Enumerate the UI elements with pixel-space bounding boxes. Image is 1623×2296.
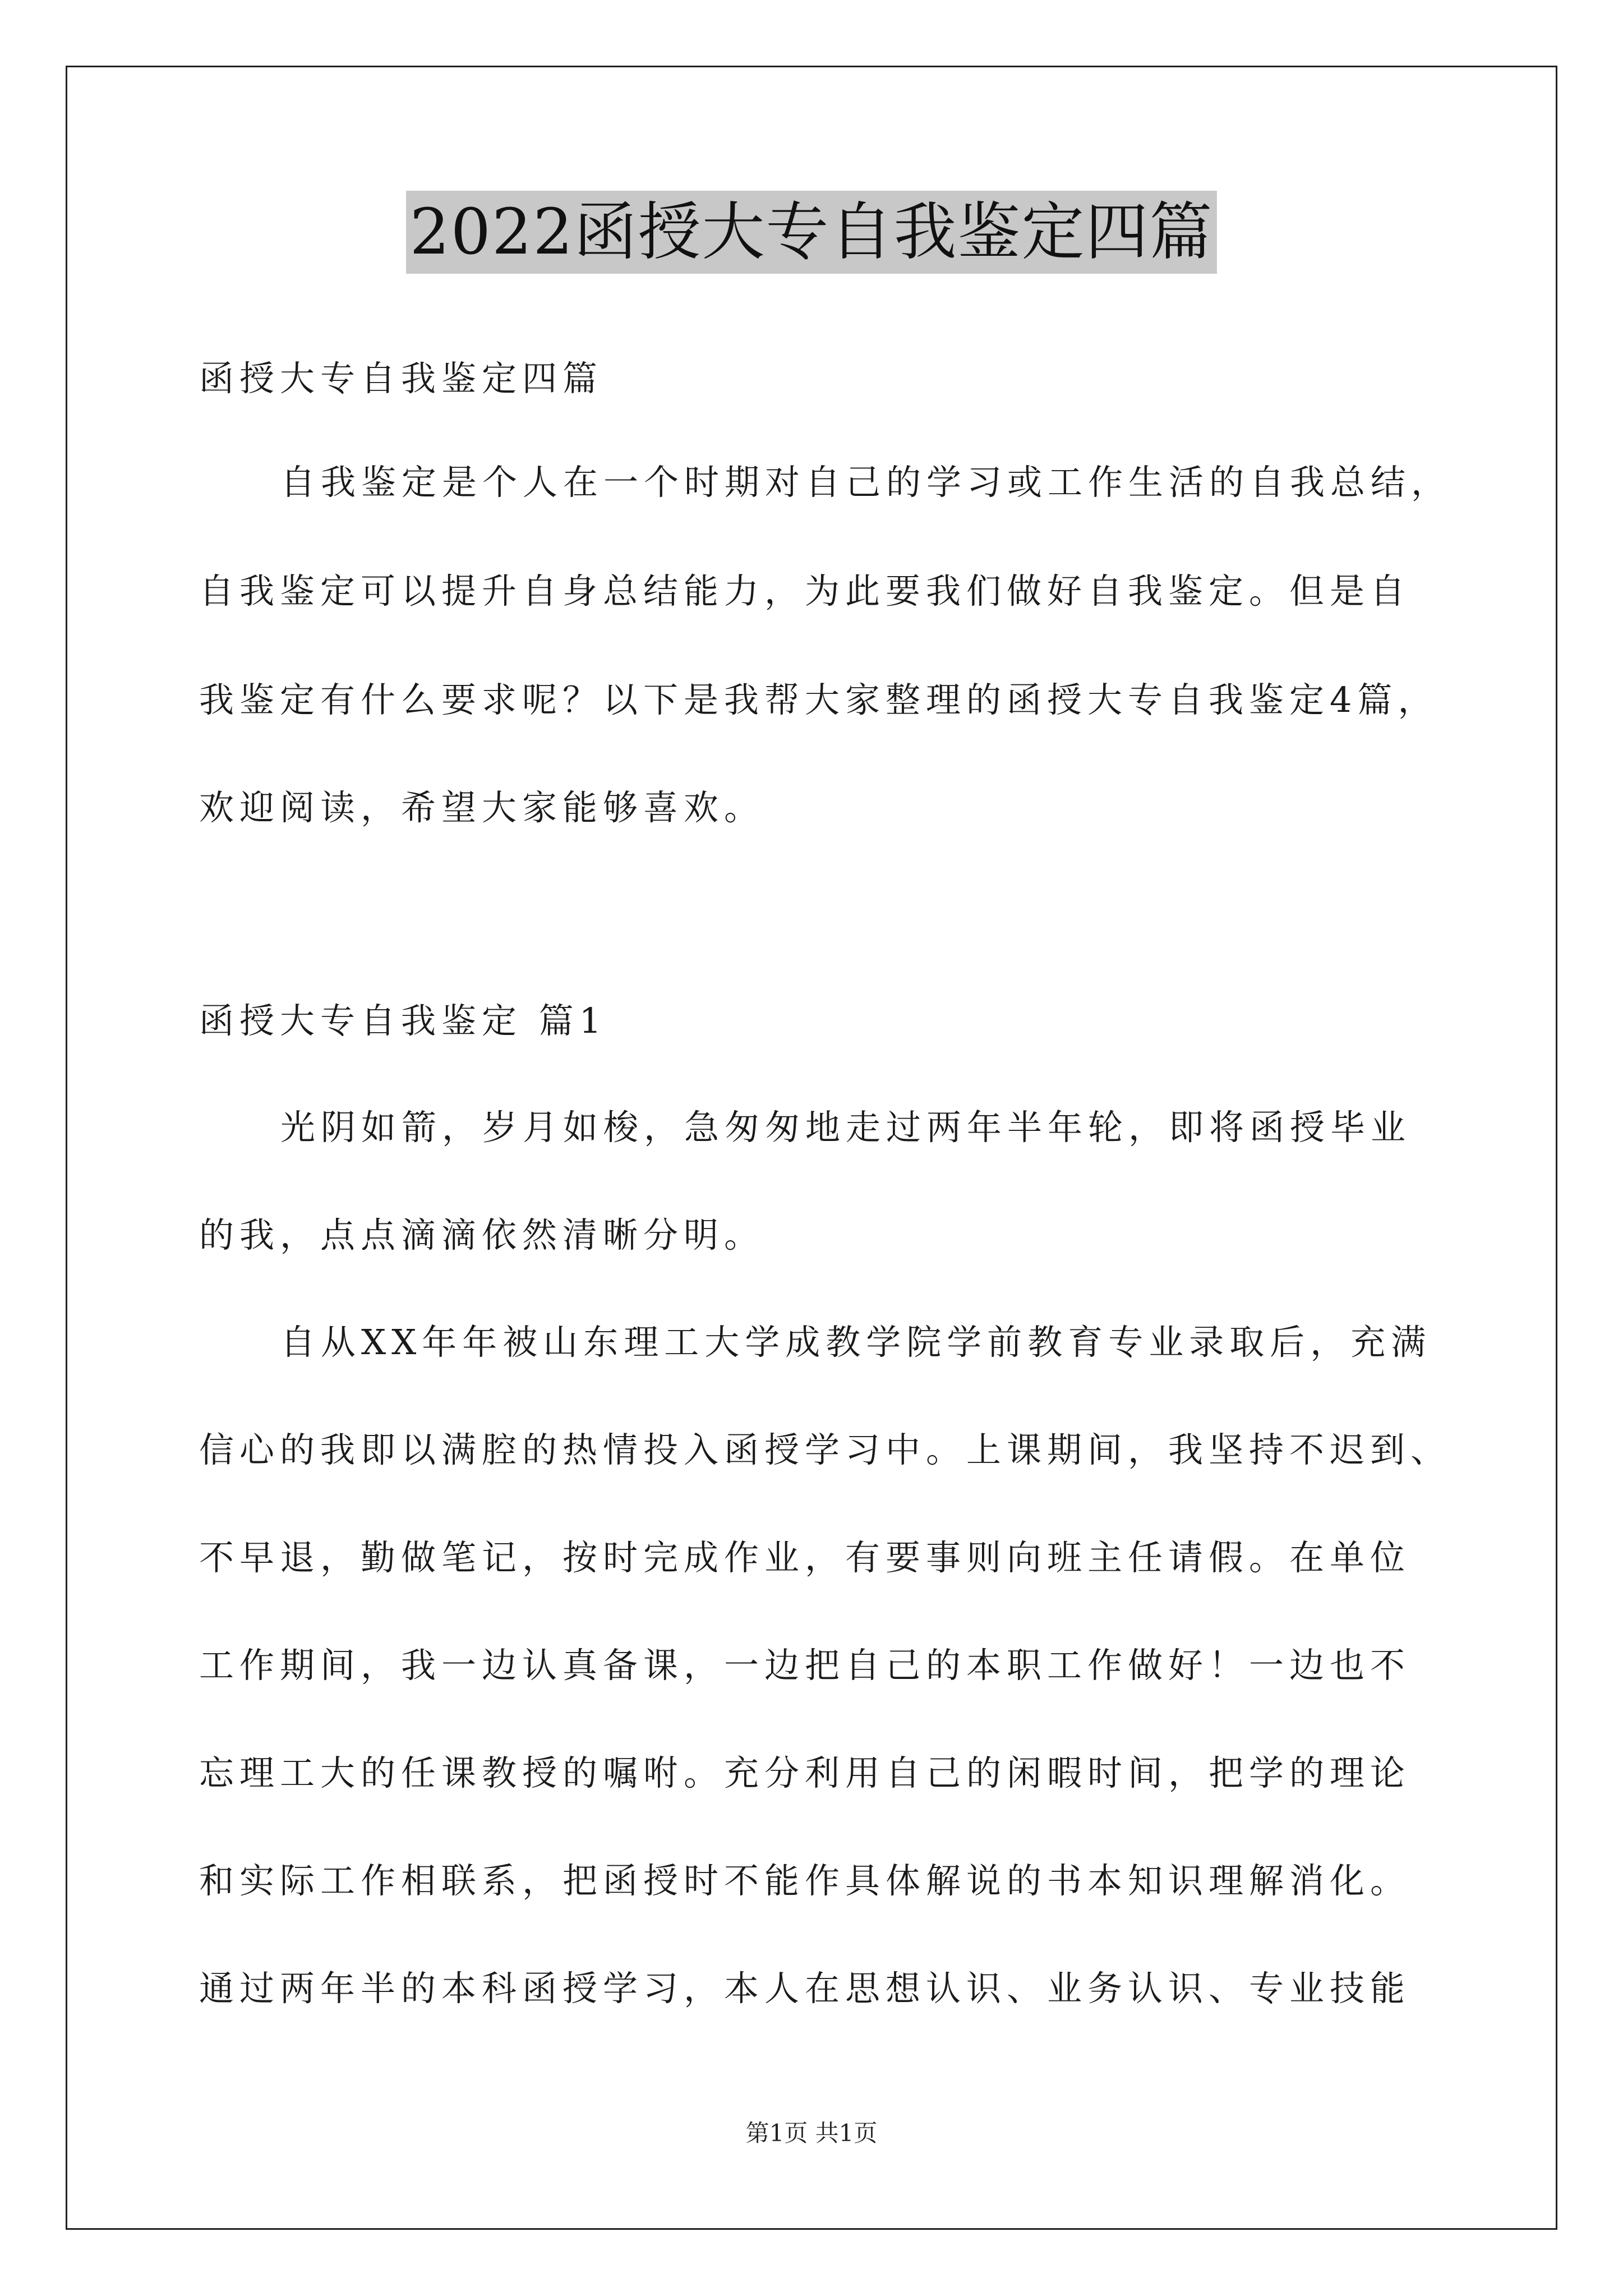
document-title: 2022函授大专自我鉴定四篇 xyxy=(406,191,1216,274)
page-footer: 第1页 共1页 xyxy=(745,2119,878,2147)
paragraph-line: 自从XX年年被山东理工大学成教学院学前教育专业录取后，充满 xyxy=(280,1322,1432,1363)
paragraph-line: 工作期间，我一边认真备课，一边把自己的本职工作做好！一边也不 xyxy=(199,1645,1411,1686)
paragraph-line: 和实际工作相联系，把函授时不能作具体解说的书本知识理解消化。 xyxy=(199,1860,1411,1901)
title-container xyxy=(0,191,1623,274)
intro-line: 欢迎阅读，希望大家能够喜欢。 xyxy=(199,787,765,828)
intro-line: 我鉴定有什么要求呢？以下是我帮大家整理的函授大专自我鉴定4篇， xyxy=(199,679,1438,720)
paragraph-line: 忘理工大的任课教授的嘱咐。充分利用自己的闲暇时间，把学的理论 xyxy=(199,1752,1411,1793)
intro-line: 自我鉴定可以提升自身总结能力，为此要我们做好自我鉴定。但是自 xyxy=(199,570,1411,611)
paragraph-line: 的我，点点滴滴依然清晰分明。 xyxy=(199,1214,765,1255)
section-heading: 函授大专自我鉴定 篇1 xyxy=(199,1000,607,1041)
paragraph-line: 信心的我即以满腔的热情投入函授学习中。上课期间，我坚持不迟到、 xyxy=(199,1429,1451,1470)
paragraph-line: 光阴如箭，岁月如梭，急匆匆地走过两年半年轮，即将函授毕业 xyxy=(280,1107,1412,1148)
document-subtitle: 函授大专自我鉴定四篇 xyxy=(199,358,603,399)
paragraph-line: 不早退，勤做笔记，按时完成作业，有要事则向班主任请假。在单位 xyxy=(199,1537,1411,1578)
paragraph-line: 通过两年半的本科函授学习，本人在思想认识、业务认识、专业技能 xyxy=(199,1968,1411,2009)
intro-line: 自我鉴定是个人在一个时期对自己的学习或工作生活的自我总结， xyxy=(280,462,1452,503)
